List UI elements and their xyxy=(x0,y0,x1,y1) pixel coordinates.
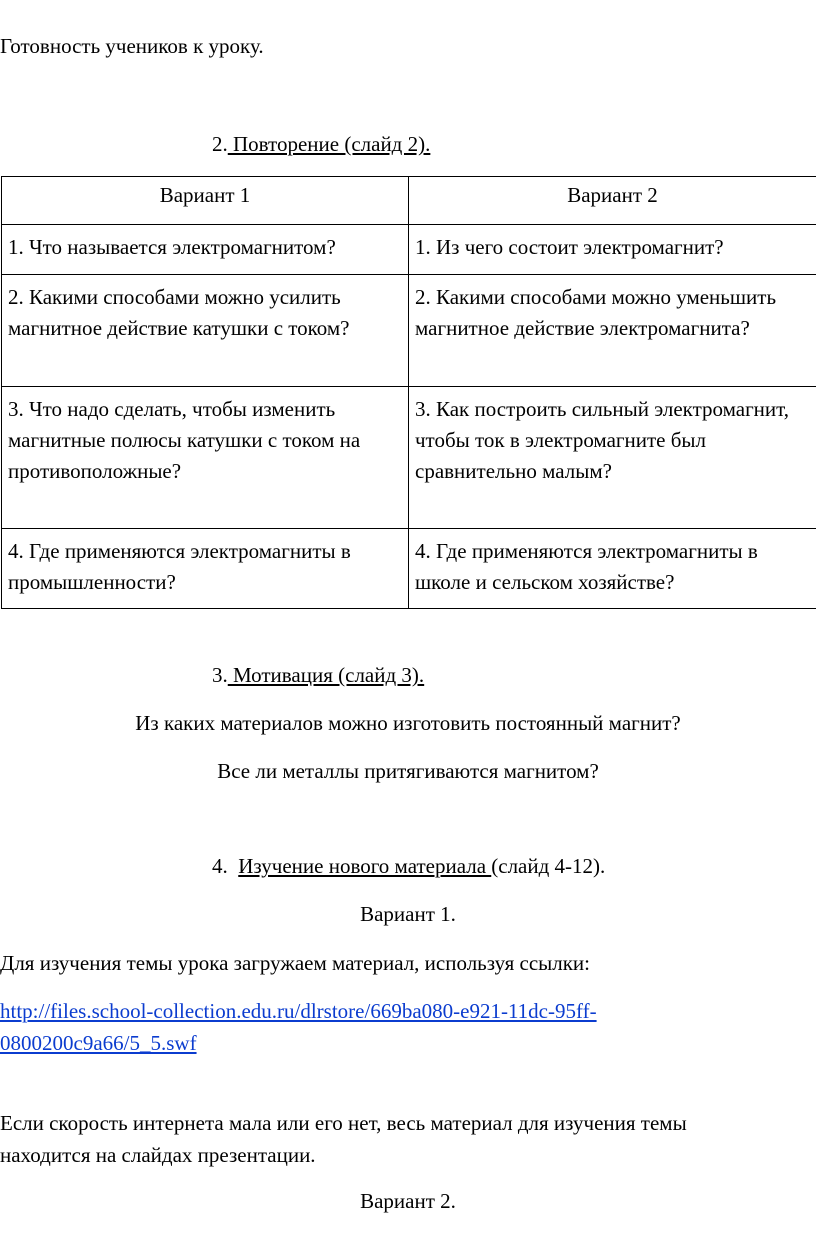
table-cell: 4. Где применяются электромагниты в школе и сельском хозяйстве? xyxy=(409,529,816,609)
resource-link-line1[interactable] xyxy=(0,1001,597,1022)
fallback-text-line1: Если скорость интернета мала или его нет, весь материал для изучения темы xyxy=(0,1111,687,1135)
section-repeat-heading xyxy=(212,134,430,155)
table-cell: 3. Что надо сделать, чтобы изменить магнитные полюсы катушки с током на противоположные? xyxy=(2,387,409,529)
table-cell: 2. Какими способами можно усилить магнитное действие катушки с током? xyxy=(2,275,409,387)
motivation-question: Все ли металлы притягиваются магнитом? xyxy=(217,759,599,783)
intro-text: Готовность учеников к уроку. xyxy=(0,34,264,58)
table-header-row xyxy=(2,177,816,225)
resource-link-continued[interactable]: 0800200c9a66/5_5.swf xyxy=(0,1031,197,1055)
table-cell: 3. Как построить сильный электромагнит, чтобы ток в электромагните был сравнительно малым? xyxy=(409,387,816,529)
variant1-label: Вариант 1. xyxy=(360,902,456,926)
variant1-text: Для изучения темы урока загружаем материал, используя ссылки: xyxy=(0,951,591,975)
fallback-text-line2: находится на слайдах презентации. xyxy=(0,1143,316,1167)
questions-table xyxy=(1,176,816,609)
section-motivation-heading xyxy=(212,665,424,686)
table-cell: 2. Какими способами можно уменьшить магнитное действие электромагнита? xyxy=(409,275,816,387)
section-motivation-number: 3. xyxy=(212,663,228,687)
table-header-variant1: Вариант 1 xyxy=(2,177,409,225)
table-header-variant2: Вариант 2 xyxy=(409,177,816,225)
table-row xyxy=(2,387,816,529)
resource-link[interactable]: http://files.school-collection.edu.ru/dlrstore/669ba080-e921-11dc-95ff- xyxy=(0,999,597,1023)
table-row xyxy=(2,529,816,609)
table-cell: 4. Где применяются электромагниты в промышленности? xyxy=(2,529,409,609)
table-cell: 1. Что называется электромагнитом? xyxy=(2,225,409,275)
resource-link-line2[interactable] xyxy=(0,1033,197,1054)
variant2-label: Вариант 2. xyxy=(360,1189,456,1213)
table-cell: 1. Из чего состоит электромагнит? xyxy=(409,225,816,275)
section-repeat-number: 2. xyxy=(212,132,228,156)
section-study-number: 4. xyxy=(212,854,228,878)
table-row xyxy=(2,225,816,275)
section-repeat-title: Повторение (слайд 2). xyxy=(227,132,431,156)
section-study-suffix: (слайд 4-12). xyxy=(491,854,606,878)
table-row xyxy=(2,275,816,387)
section-study-title: Изучение нового материала xyxy=(238,854,492,878)
section-study-heading xyxy=(212,856,605,877)
motivation-question: Из каких материалов можно изготовить постоянный магнит? xyxy=(135,711,681,735)
section-motivation-title: Мотивация (слайд 3). xyxy=(227,663,425,687)
